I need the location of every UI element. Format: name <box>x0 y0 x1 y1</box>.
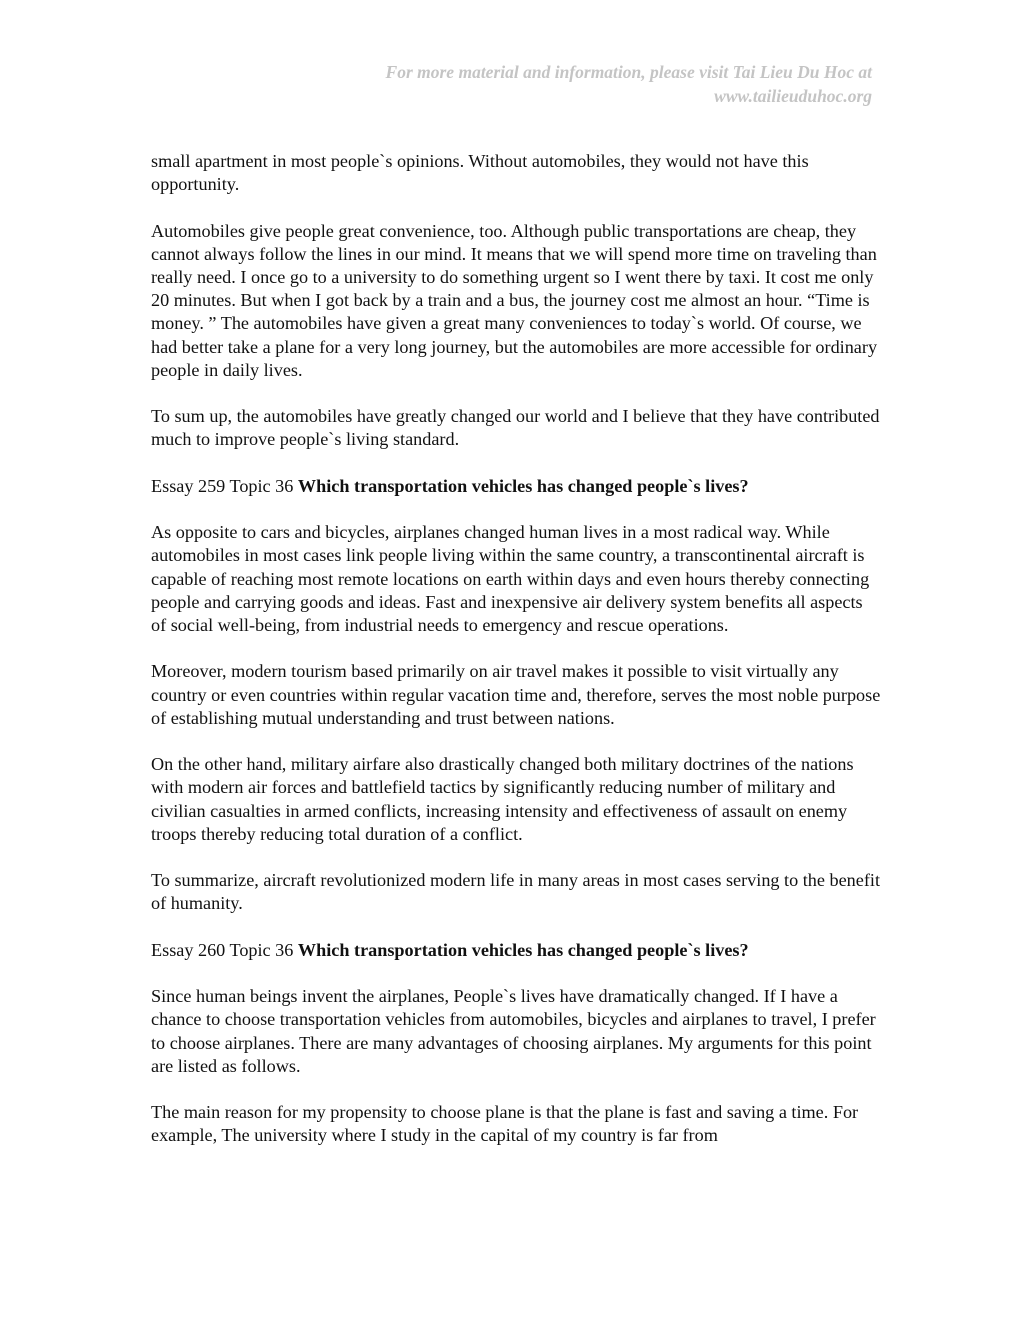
paragraph-3: To sum up, the automobiles have greatly changed our world and I believe that they have contributed much to improve people`s living standard. <box>151 406 880 450</box>
essay-260-title: Which transportation vehicles has changed people`s lives? <box>297 939 749 960</box>
paragraph-4: As opposite to cars and bicycles, airplanes changed human lives in a most radical way. While automobiles in most cases link people living within the same country, a transcontinental aircraft is capable of reaching most remote locations on earth within days and even hours thereby connecting people and carrying goods and ideas. Fast and inexpensive air delivery system benefits all aspects of social well-being, from industrial needs to emergency and rescue operations. <box>151 522 870 635</box>
header-note-line-2: www.tailieuduhoc.org <box>714 86 872 106</box>
essay-260-label: Essay 260 Topic 36 <box>151 939 298 960</box>
paragraph-6: On the other hand, military airfare also drastically changed both military doctrines of the nations with modern air forces and battlefield tactics by significantly reducing number of military and civilian casualties in armed conflicts, increasing intensity and effectiveness of assault on enemy troops thereby reducing total duration of a conflict. <box>151 754 854 844</box>
essay-259-title: Which transportation vehicles has changed people`s lives? <box>297 475 749 496</box>
essay-260-heading <box>151 939 881 962</box>
paragraph-5: Moreover, modern tourism based primarily on air travel makes it possible to visit virtually any country or even countries within regular vacation time and, therefore, serves the most noble purpose of establishing mutual understanding and trust between nations. <box>151 661 881 728</box>
paragraph-8: Since human beings invent the airplanes, People`s lives have dramatically changed. If I have a chance to choose transportation vehicles from automobiles, bicycles and airplanes to travel, I prefer to choose airplanes. There are many advantages of choosing airplanes. My arguments for this point are listed as follows. <box>151 986 876 1076</box>
essay-259-label: Essay 259 Topic 36 <box>151 475 298 496</box>
paragraph-9: The main reason for my propensity to choose plane is that the plane is fast and saving a time. For example, The university where I study in the capital of my country is far from <box>151 1102 859 1146</box>
essay-259-heading <box>151 475 881 498</box>
paragraph-7: To summarize, aircraft revolutionized modern life in many areas in most cases serving to the benefit of humanity. <box>151 870 881 914</box>
body-text <box>151 150 881 1171</box>
paragraph-2: Automobiles give people great convenience, too. Although public transportations are cheap, they cannot always follow the lines in our mind. It means that we will spend more time on traveling than really need. I once go to a university to do something urgent so I went there by taxi. It cost me only 20 minutes. But when I got back by a train and a bus, the journey cost me almost an hour. “Time is money. ” The automobiles have given a great many conveniences to today`s world. Of course, we had better take a plane for a very long journey, but the automobiles are more accessible for ordinary people in daily lives. <box>151 220 878 380</box>
header-note-line-1: For more material and information, please visit Tai Lieu Du Hoc at <box>385 62 872 82</box>
paragraph-1: small apartment in most people`s opinions. Without automobiles, they would not have this opportunity. <box>151 151 809 195</box>
header-note <box>172 60 872 108</box>
